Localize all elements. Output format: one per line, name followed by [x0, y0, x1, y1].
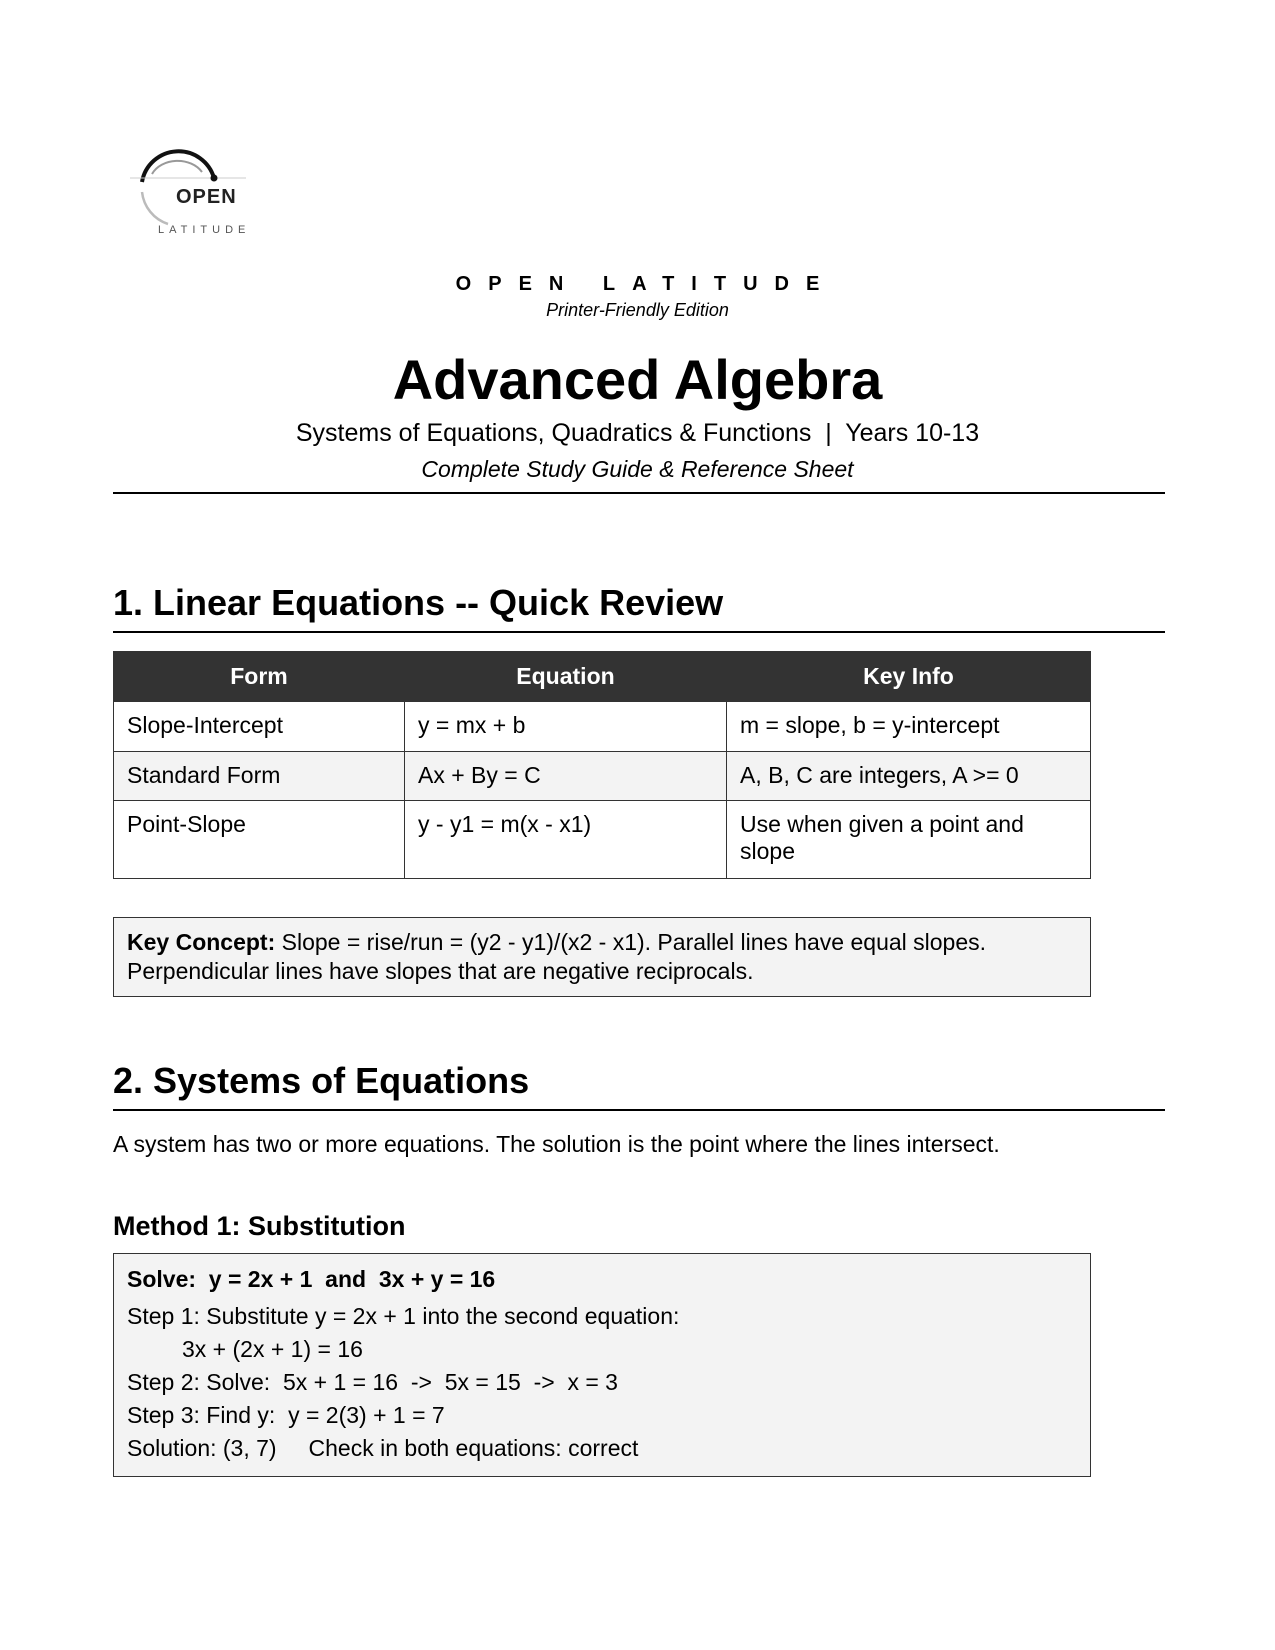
section-intro: A system has two or more equations. The solution is the point where the lines intersect.	[113, 1131, 1000, 1157]
table-cell: Point-Slope	[114, 801, 405, 879]
brand-name: OPEN LATITUDE	[455, 273, 837, 295]
page-title: Advanced Algebra	[392, 348, 883, 411]
table-cell: m = slope, b = y-intercept	[727, 702, 1091, 752]
section-heading: 2. Systems of Equations	[113, 1060, 530, 1101]
example-step: Step 1: Substitute y = 2x + 1 into the second equation:	[127, 1303, 680, 1329]
logo-word: OPEN	[176, 186, 237, 208]
method-heading: Method 1: Substitution	[113, 1211, 406, 1241]
page-tagline: Complete Study Guide & Reference Sheet	[421, 456, 854, 482]
table-cell: y - y1 = m(x - x1)	[405, 801, 727, 879]
example-step: Solution: (3, 7) Check in both equations: correct	[127, 1435, 639, 1461]
table-row	[114, 702, 1091, 752]
table-header-row	[114, 652, 1091, 702]
section-heading: 1. Linear Equations -- Quick Review	[113, 582, 724, 623]
column-header: Equation	[405, 652, 727, 702]
table-cell: Use when given a point and slope	[727, 801, 1091, 879]
example-step: 3x + (2x + 1) = 16	[182, 1336, 363, 1362]
logo-sub: LATITUDE	[158, 224, 251, 236]
section-divider	[113, 1109, 1165, 1111]
key-concept-box	[113, 917, 1091, 997]
page-subtitle: Systems of Equations, Quadratics & Functions | Years 10-13	[295, 419, 980, 447]
edition-label: Printer-Friendly Edition	[546, 300, 729, 320]
table-cell: y = mx + b	[405, 702, 727, 752]
linear-forms-table	[113, 651, 1091, 879]
example-step: Step 3: Find y: y = 2(3) + 1 = 7	[127, 1402, 445, 1428]
table-cell: Slope-Intercept	[114, 702, 405, 752]
section-divider	[113, 631, 1165, 633]
header-divider	[113, 492, 1165, 494]
worked-example-box	[113, 1253, 1091, 1477]
column-header: Form	[114, 652, 405, 702]
table-row	[114, 752, 1091, 801]
table-cell: Ax + By = C	[405, 752, 727, 801]
key-concept-label: Key Concept:	[127, 929, 276, 955]
logo	[128, 140, 278, 240]
example-step: Step 2: Solve: 5x + 1 = 16 -> 5x = 15 -> x = 3	[127, 1369, 618, 1395]
example-problem: Solve: y = 2x + 1 and 3x + y = 16	[127, 1266, 496, 1292]
table-row	[114, 801, 1091, 879]
column-header: Key Info	[727, 652, 1091, 702]
key-concept-text: Slope = rise/run = (y2 - y1)/(x2 - x1). Parallel lines have equal slopes. Perpendicular lines have slopes that are negative reciprocals.	[127, 929, 987, 984]
table-cell: A, B, C are integers, A >= 0	[727, 752, 1091, 801]
table-cell: Standard Form	[114, 752, 405, 801]
